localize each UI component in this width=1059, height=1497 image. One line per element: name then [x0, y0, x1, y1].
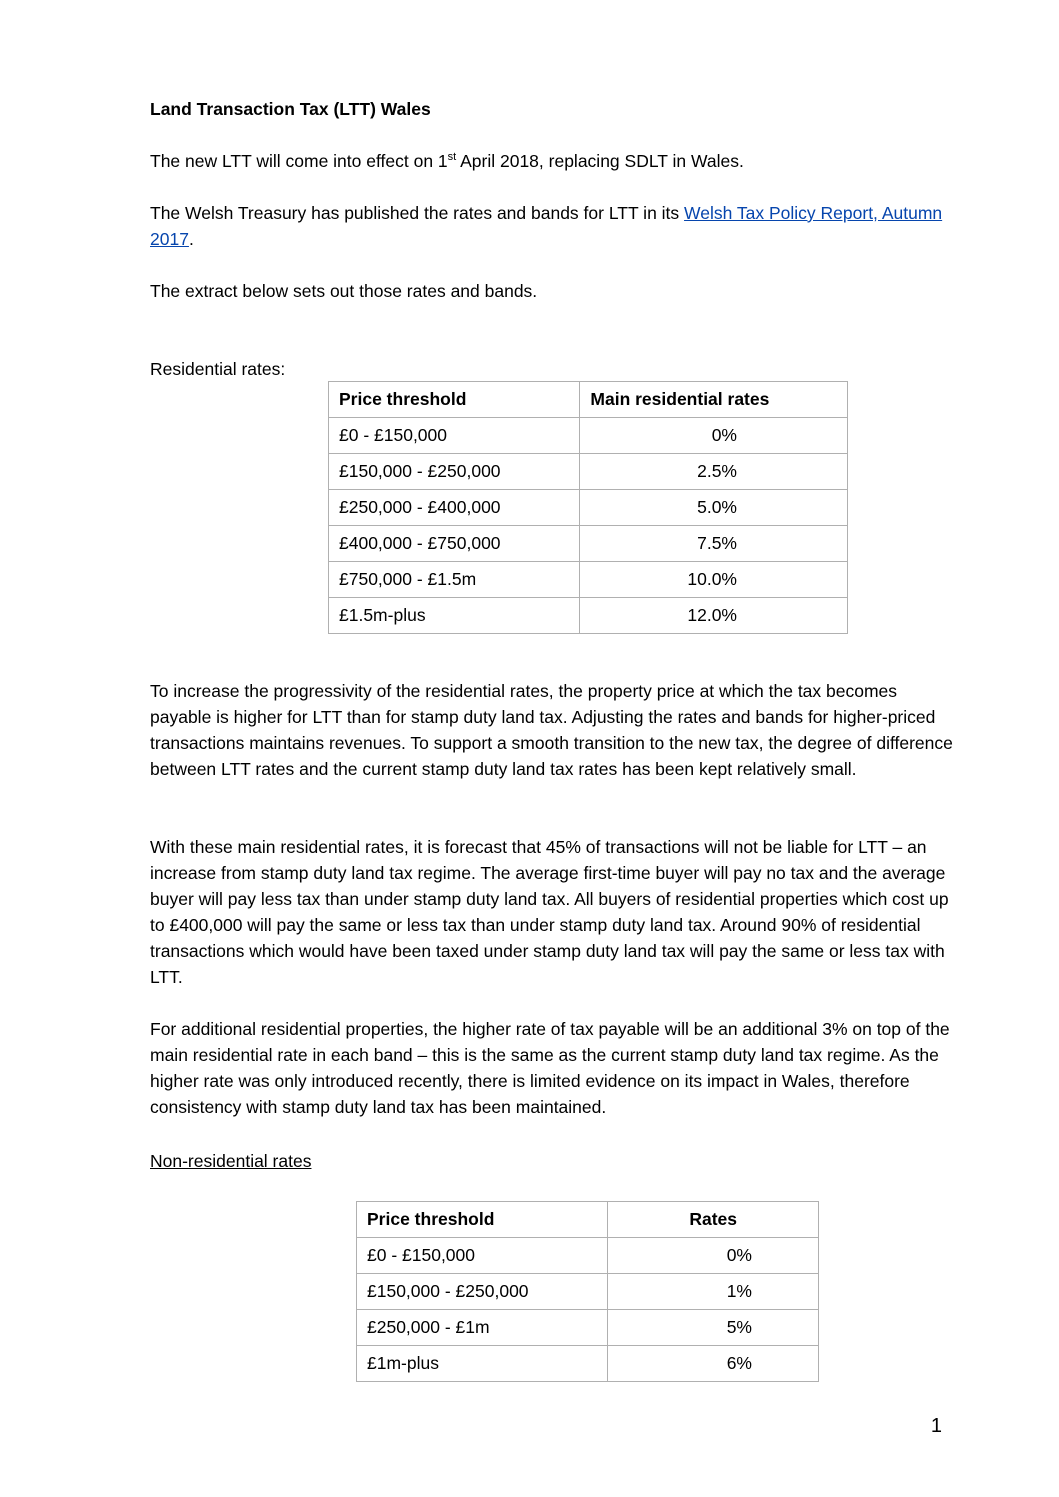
intro-text: . [188, 229, 194, 249]
body-paragraph-additional-properties: For additional residential properties, the higher rate of tax payable will be an additional 3% on top of the main residential rate in each band – this is the same as the current stamp duty land tax regime. As the higher rate was only introduced recently, there is limited evidence on its impact in Wales, therefore consistency with stamp duty land tax has been maintained. [150, 1019, 950, 1117]
rate-cell: 1% [608, 1274, 819, 1310]
table-header-row [329, 382, 848, 418]
table-row [357, 1238, 819, 1274]
intro-paragraph-3: The extract below sets out those rates and bands. [150, 281, 538, 301]
price-threshold-cell: £0 - £150,000 [357, 1238, 608, 1274]
body-paragraph-forecast: With these main residential rates, it is forecast that 45% of transactions will not be liable for LTT – an increase from stamp duty land tax regime. The average first-time buyer will pay no tax and the average buyer will pay less tax than under stamp duty land tax. All buyers of residential properties which cost up to £400,000 will pay the same or less tax than under stamp duty land tax. Around 90% of residential transactions which would have been taxed under stamp duty land tax will pay the same or less tax with LTT. [150, 837, 949, 987]
ordinal-suffix: st [447, 151, 457, 163]
table-row [357, 1346, 819, 1382]
rate-cell: 0% [580, 418, 848, 454]
non-residential-rates-label: Non-residential rates [150, 1151, 312, 1171]
price-threshold-cell: £250,000 - £400,000 [329, 490, 580, 526]
document-title: Land Transaction Tax (LTT) Wales [150, 99, 431, 119]
table-row [329, 490, 848, 526]
table-row [329, 562, 848, 598]
rate-cell: 12.0% [580, 598, 848, 634]
column-header: Price threshold [357, 1202, 608, 1238]
intro-paragraph-2 [150, 200, 965, 252]
table-row [357, 1274, 819, 1310]
rate-cell: 5% [608, 1310, 819, 1346]
intro-paragraph-1 [150, 148, 960, 174]
residential-rates-label: Residential rates: [150, 359, 286, 379]
column-header: Main residential rates [580, 382, 848, 418]
body-paragraph-progressivity: To increase the progressivity of the residential rates, the property price at which the tax becomes payable is higher for LTT than for stamp duty land tax. Adjusting the rates and bands for higher-priced transactions maintains revenues. To support a smooth transition to the new tax, the degree of difference between LTT rates and the current stamp duty land tax rates has been kept relatively small. [150, 681, 953, 779]
welsh-tax-policy-report-link[interactable]: Welsh Tax Policy Report, Autumn 2017 [150, 203, 943, 249]
rate-cell: 2.5% [580, 454, 848, 490]
intro-text: The new LTT will come into effect on 1 [150, 151, 448, 171]
page-number: 1 [930, 1415, 942, 1437]
residential-rates-table [328, 381, 848, 634]
table-row [357, 1310, 819, 1346]
rate-cell: 5.0% [580, 490, 848, 526]
rate-cell: 6% [608, 1346, 819, 1382]
price-threshold-cell: £150,000 - £250,000 [329, 454, 580, 490]
intro-text: The Welsh Treasury has published the rates and bands for LTT in its [150, 203, 685, 223]
rate-cell: 0% [608, 1238, 819, 1274]
price-threshold-cell: £750,000 - £1.5m [329, 562, 580, 598]
price-threshold-cell: £0 - £150,000 [329, 418, 580, 454]
price-threshold-cell: £250,000 - £1m [357, 1310, 608, 1346]
column-header: Rates [608, 1202, 819, 1238]
price-threshold-cell: £1.5m-plus [329, 598, 580, 634]
price-threshold-cell: £150,000 - £250,000 [357, 1274, 608, 1310]
table-header-row [357, 1202, 819, 1238]
price-threshold-cell: £1m-plus [357, 1346, 608, 1382]
price-threshold-cell: £400,000 - £750,000 [329, 526, 580, 562]
table-row [329, 526, 848, 562]
non-residential-rates-table [356, 1201, 819, 1382]
table-row [329, 418, 848, 454]
rate-cell: 10.0% [580, 562, 848, 598]
rate-cell: 7.5% [580, 526, 848, 562]
column-header: Price threshold [329, 382, 580, 418]
intro-text: April 2018, replacing SDLT in Wales. [456, 151, 744, 171]
table-row [329, 454, 848, 490]
table-row [329, 598, 848, 634]
